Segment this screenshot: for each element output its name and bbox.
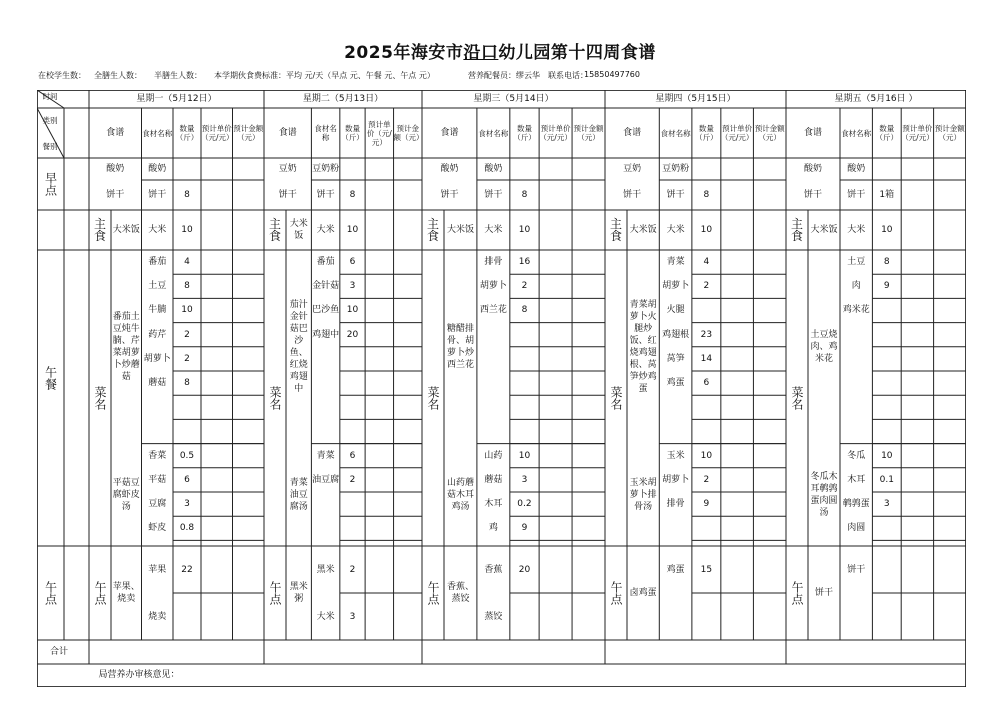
dish-ingredient: 排骨 — [484, 257, 503, 268]
soup-qty: 2 — [703, 474, 710, 485]
dish-qty: 2 — [184, 329, 190, 340]
soup-ingredient: 冬瓜 — [847, 450, 866, 461]
dish-ingredient: 番茄 — [316, 257, 335, 268]
dish-ingredient: 土豆 — [847, 257, 866, 268]
snack-menu: 卤鸡蛋 — [629, 588, 657, 598]
staple-qty: 10 — [881, 225, 893, 235]
snack-ingredient: 烧卖 — [148, 611, 167, 622]
dish-label: 菜名 — [790, 386, 804, 410]
soup-ingredient: 鹌鹑蛋 — [842, 499, 870, 510]
breakfast-ingredient: 饼干 — [316, 190, 335, 200]
staple-ingredient: 大米 — [847, 225, 866, 235]
dish-ingredient: 肉 — [851, 281, 861, 292]
col-menu: 食谱 — [803, 128, 822, 138]
staple-qty: 10 — [346, 225, 359, 235]
staple-menu: 大米饭 — [289, 219, 308, 241]
dish-ingredient: 番茄 — [148, 257, 167, 268]
col-price: 预计单价（元/元） — [201, 124, 234, 142]
col-ingredient: 食材名称 — [314, 124, 337, 142]
dish-menu: 番茄土豆炖牛腩、芹菜胡萝卜炒蘑菇 — [112, 311, 140, 382]
snack-inner-label: 午点 — [790, 581, 804, 605]
snack-menu: 苹果、烧卖 — [112, 582, 140, 604]
snack-menu: 饼干 — [814, 588, 833, 598]
breakfast-ingredient: 饼干 — [148, 190, 167, 200]
day-header: 星期一（5月12日） — [136, 94, 217, 104]
col-menu: 食谱 — [278, 128, 297, 138]
dish-ingredient: 西兰花 — [479, 305, 507, 316]
snack-ingredient: 黑米 — [316, 564, 335, 575]
dish-qty: 20 — [346, 329, 359, 340]
col-qty: 数量（斤） — [341, 124, 364, 142]
dish-qty: 2 — [521, 281, 528, 292]
soup-qty: 10 — [518, 450, 531, 461]
col-qty: 数量（斤） — [695, 124, 718, 142]
snack-qty: 20 — [518, 564, 531, 575]
dish-ingredient: 土豆 — [148, 281, 167, 292]
col-ingredient: 食材名称 — [142, 128, 173, 138]
breakfast-menu: 饼干 — [623, 190, 642, 200]
breakfast-ingredient: 饼干 — [484, 190, 503, 200]
dish-label: 菜名 — [426, 386, 440, 410]
dish-ingredient: 蘑菇 — [148, 378, 167, 389]
dish-menu: 茄汁金针菇巴沙鱼、红烧鸡翅中 — [289, 299, 308, 394]
dish-ingredient: 胡萝卜 — [143, 353, 171, 364]
dish-qty: 16 — [518, 257, 531, 268]
col-amount: 预计金额（元） — [754, 124, 785, 142]
col-price: 预计单价（元/元） — [720, 124, 754, 142]
soup-qty: 0.1 — [879, 474, 894, 485]
col-ingredient: 食材名称 — [841, 128, 872, 138]
breakfast-ingredient: 豆奶粉 — [662, 164, 690, 174]
dish-ingredient: 药芹 — [148, 329, 167, 340]
lunch-label: 午餐 — [43, 366, 58, 390]
col-menu: 食谱 — [623, 128, 642, 138]
snack-inner-label: 午点 — [268, 581, 282, 605]
staple-qty: 10 — [181, 225, 193, 235]
staff-label: 营养配餐员： — [468, 71, 516, 80]
col-amount: 预计金额（元） — [573, 124, 604, 142]
breakfast-qty: 8 — [349, 190, 356, 200]
soup-qty: 9 — [521, 523, 528, 534]
col-price: 预计单价（元/元） — [901, 124, 934, 142]
snack-qty: 22 — [181, 564, 193, 575]
dish-ingredient: 胡萝卜 — [662, 281, 690, 292]
snack-ingredient: 大米 — [316, 611, 335, 622]
dish-label: 菜名 — [93, 386, 107, 410]
dish-qty: 8 — [184, 378, 190, 389]
dish-ingredient: 鸡蛋 — [666, 378, 685, 389]
dish-qty: 3 — [349, 281, 356, 292]
dish-qty: 8 — [883, 257, 890, 268]
day-header: 星期二（5月13日） — [302, 94, 384, 104]
col-amount: 预计金额（元） — [934, 124, 965, 142]
students-label: 在校学生数： — [38, 71, 86, 80]
dish-ingredient: 胡萝卜 — [479, 281, 507, 292]
soup-ingredient: 木耳 — [847, 474, 866, 485]
staple-menu: 大米饭 — [810, 225, 838, 235]
col-qty: 数量（斤） — [175, 124, 199, 142]
dish-qty: 6 — [703, 378, 710, 389]
soup-ingredient: 蘑菇 — [484, 474, 503, 485]
soup-ingredient: 山药 — [484, 450, 503, 461]
snack-inner-label: 午点 — [93, 581, 107, 605]
col-ingredient: 食材名称 — [660, 128, 691, 138]
breakfast-qty: 8 — [703, 190, 710, 200]
dish-menu: 青菜胡萝卜火腿炒饭、红烧鸡翅根、莴笋炒鸡蛋 — [629, 299, 657, 394]
soup-qty: 6 — [184, 474, 190, 485]
dish-qty: 14 — [700, 353, 713, 364]
breakfast-menu: 饼干 — [440, 190, 459, 200]
breakfast-menu: 饼干 — [278, 190, 297, 200]
breakfast-qty — [340, 158, 365, 180]
day-header: 星期四（5月15日） — [655, 94, 736, 104]
soup-qty: 3 — [883, 499, 890, 510]
dish-ingredient: 鸡翅中 — [312, 329, 340, 340]
breakfast-qty: 8 — [184, 190, 190, 200]
breakfast-qty: 1箱 — [879, 190, 895, 200]
day-header: 星期五（5月16日 ） — [834, 94, 918, 104]
staple-label: 主食 — [268, 217, 281, 243]
snack-qty — [510, 593, 539, 640]
dish-qty — [692, 298, 721, 322]
soup-qty: 0.2 — [517, 499, 532, 510]
dish-qty: 6 — [349, 257, 356, 268]
staple-ingredient: 大米 — [316, 225, 335, 235]
staff-name: 缪云华 — [516, 71, 540, 80]
snack-menu: 黑米粥 — [289, 582, 308, 604]
staple-ingredient: 大米 — [148, 225, 167, 235]
breakfast-ingredient: 饼干 — [847, 190, 866, 200]
soup-ingredient: 肉圆 — [847, 523, 866, 534]
breakfast-menu: 豆奶 — [278, 164, 297, 174]
snack-qty: 3 — [349, 611, 356, 622]
soup-ingredient: 鸡 — [488, 523, 498, 534]
soup-ingredient: 排骨 — [666, 499, 685, 510]
soup-ingredient: 油豆腐 — [312, 474, 340, 485]
soup-qty: 0.8 — [179, 523, 195, 534]
dish-qty: 23 — [700, 329, 713, 340]
snack-ingredient: 饼干 — [847, 564, 866, 575]
dish-ingredient: 巴沙鱼 — [312, 305, 340, 316]
soup-ingredient: 青菜 — [316, 450, 335, 461]
staple-ingredient: 大米 — [484, 225, 503, 235]
dish-label: 菜名 — [609, 386, 623, 410]
col-ingredient: 食材名称 — [478, 128, 509, 138]
menu-table — [37, 90, 966, 687]
staple-menu: 大米饭 — [112, 225, 140, 235]
review-label: 局营养办审核意见： — [98, 670, 180, 680]
breakfast-ingredient: 酸奶 — [148, 164, 167, 174]
snack-label: 午点 — [43, 581, 58, 605]
soup-qty: 9 — [703, 499, 710, 510]
soup-ingredient: 豆腐 — [148, 499, 167, 510]
soup-menu: 玉米胡萝卜排骨汤 — [629, 477, 657, 512]
phone-label: 联系电话： — [548, 71, 588, 80]
staple-label: 主食 — [609, 217, 622, 243]
breakfast-menu: 酸奶 — [803, 164, 822, 174]
snack-ingredient: 苹果 — [148, 564, 167, 575]
dish-qty: 2 — [703, 281, 710, 292]
staple-label: 主食 — [790, 217, 803, 243]
dish-qty: 2 — [184, 353, 190, 364]
dish-ingredient: 牛腩 — [148, 305, 167, 316]
snack-qty: 2 — [349, 564, 356, 575]
breakfast-menu: 酸奶 — [440, 164, 459, 174]
col-price: 预计单价（元/元） — [539, 124, 572, 142]
col-qty: 数量（斤） — [875, 124, 899, 142]
page-title: 2025年海安市沿口幼儿园第十四周食谱 — [344, 43, 656, 63]
col-qty: 数量（斤） — [513, 124, 536, 142]
staple-qty: 10 — [700, 225, 713, 235]
breakfast-label: 早点 — [43, 172, 58, 196]
soup-qty: 2 — [349, 474, 356, 485]
dish-ingredient: 鸡翅根 — [662, 329, 690, 340]
corner-meal: 餐别 — [42, 142, 58, 151]
breakfast-ingredient: 酸奶 — [484, 164, 503, 174]
snack-menu: 香蕉、蒸饺 — [446, 582, 474, 604]
soup-qty: 10 — [700, 450, 713, 461]
snack-ingredient: 香蕉 — [484, 564, 503, 575]
snack-ingredient: 蒸饺 — [484, 611, 503, 622]
dish-ingredient: 莴笋 — [666, 353, 685, 364]
phone-number: 15850497760 — [584, 70, 640, 79]
dish-menu: 糖醋排骨、胡萝卜炒西兰花 — [446, 323, 474, 370]
school-place: 沿口 — [463, 43, 499, 63]
dish-menu: 土豆烧肉、鸡米花 — [810, 329, 838, 364]
soup-ingredient: 木耳 — [484, 499, 503, 510]
col-menu: 食谱 — [106, 128, 125, 138]
dish-qty: 8 — [521, 305, 528, 316]
soup-qty — [872, 516, 901, 540]
soup-ingredient: 香菜 — [148, 450, 167, 461]
breakfast-menu: 豆奶 — [623, 164, 642, 174]
dish-ingredient: 青菜 — [666, 257, 685, 268]
staple-ingredient: 大米 — [666, 225, 685, 235]
breakfast-qty: 8 — [521, 190, 528, 200]
breakfast-qty — [510, 158, 539, 180]
breakfast-menu: 饼干 — [106, 190, 125, 200]
breakfast-menu: 饼干 — [803, 190, 822, 200]
day-header: 星期三（5月14日） — [473, 94, 554, 104]
breakfast-qty — [173, 158, 201, 180]
soup-qty: 0.5 — [179, 450, 195, 461]
breakfast-ingredient: 饼干 — [666, 190, 685, 200]
fee-standard: 本学期伙食费标准：平均 元/天（早点 元、午餐 元、午点 元） — [214, 71, 435, 80]
dish-qty: 4 — [703, 257, 710, 268]
snack-ingredient: 鸡蛋 — [666, 564, 685, 575]
col-menu: 食谱 — [440, 128, 459, 138]
snack-inner-label: 午点 — [426, 581, 440, 605]
staple-label: 主食 — [426, 217, 439, 243]
dish-qty: 8 — [184, 281, 190, 292]
corner-time: 时间 — [42, 92, 58, 101]
breakfast-qty — [692, 158, 721, 180]
col-amount: 预计金额（元） — [393, 124, 424, 142]
staple-menu: 大米饭 — [629, 225, 657, 235]
dish-ingredient: 鸡米花 — [842, 305, 870, 316]
staple-menu: 大米饭 — [446, 225, 474, 235]
snack-qty: 15 — [700, 564, 713, 575]
breakfast-menu: 酸奶 — [106, 164, 125, 174]
dish-qty: 10 — [181, 305, 193, 316]
dish-qty — [872, 298, 901, 322]
half-day-label: 半膳生人数： — [154, 71, 202, 80]
total-label: 合计 — [49, 647, 68, 657]
soup-ingredient: 胡萝卜 — [662, 474, 690, 485]
soup-menu: 山药蘑菇木耳鸡汤 — [446, 477, 474, 512]
snack-qty — [872, 546, 901, 593]
soup-qty: 10 — [881, 450, 893, 461]
breakfast-qty — [872, 158, 901, 180]
full-day-label: 全膳生人数： — [94, 71, 142, 80]
staple-qty: 10 — [518, 225, 531, 235]
corner-category: 类别 — [42, 116, 58, 125]
staple-label: 主食 — [93, 217, 106, 243]
snack-qty — [173, 593, 201, 640]
soup-ingredient: 平菇 — [148, 474, 167, 485]
col-amount: 预计金额（元） — [233, 124, 264, 142]
breakfast-ingredient: 豆奶粉 — [312, 164, 340, 174]
soup-menu: 平菇豆腐虾皮汤 — [112, 477, 140, 512]
dish-qty: 4 — [184, 257, 190, 268]
soup-ingredient: 虾皮 — [148, 523, 167, 534]
soup-qty: 3 — [184, 499, 190, 510]
soup-menu: 冬瓜木耳鹌鹑蛋肉圆汤 — [810, 471, 838, 518]
soup-qty: 3 — [521, 474, 528, 485]
soup-qty: 6 — [349, 450, 356, 461]
breakfast-ingredient: 酸奶 — [847, 164, 866, 174]
dish-label: 菜名 — [268, 386, 282, 410]
dish-ingredient: 金针菇 — [312, 281, 340, 292]
snack-inner-label: 午点 — [609, 581, 623, 605]
dish-qty: 10 — [346, 305, 359, 316]
soup-menu: 青菜油豆腐汤 — [289, 477, 308, 512]
dish-qty: 9 — [883, 281, 890, 292]
dish-ingredient: 火腿 — [666, 305, 685, 316]
col-price: 预计单价（元/元） — [366, 119, 392, 147]
soup-ingredient: 玉米 — [666, 450, 685, 461]
